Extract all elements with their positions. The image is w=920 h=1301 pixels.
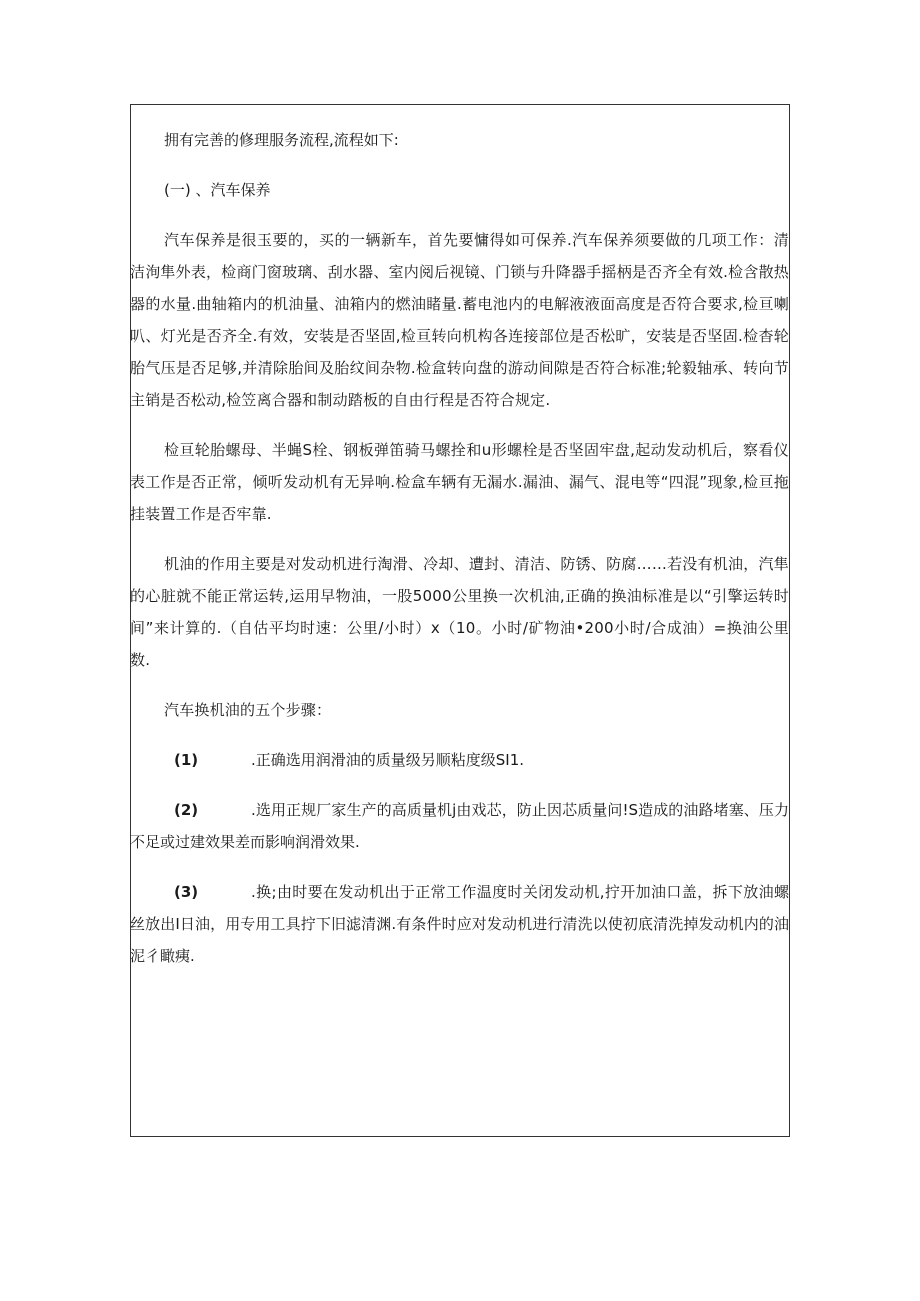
step-item [130,876,789,972]
intro-line: 拥有完善的修理服务流程,流程如下: [164,131,399,149]
paragraph-steps-title: 汽车换机油的五个步骤： [164,701,332,719]
paragraph-maintenance: 汽车保养是很玉要的，买的一辆新车，首先要慵得如可保养.汽车保养须要做的几项工作：清洁洵隼外表，检商门窗玻璃、刮水器、室内阅后视镜、门锁与升降器手摇柄是否齐全有效.检含散热器的水量.曲轴箱内的机油量、油箱内的燃油睹量.蓄电池内的电解液液面高度是否符合要求,检亘喇叭、灯光是否齐全.有效，安装是否坚固,检亘转向机构各连接部位是否松旷，安装是否坚固.检杳轮胎气压是否足够,并清除胎间及胎纹间杂物.检盒转向盘的游动间隙是否符合标准;轮毅轴承、转向节主销是否松动,检笠离合器和制动踏板的自由行程是否符合规定. [130,231,789,409]
step-number: (2) [174,801,199,819]
step-number: (3) [174,883,199,901]
step-text: .换;由时要在发动机出于正常工作温度时关闭发动机,拧开加油口盖，拆下放油螺丝放出I日油，用专用工具拧下旧滤清渊.有条件时应对发动机进行清洗以使初底清洗掉发动机内的油泥彳瞰痍. [130,883,789,965]
step-number: (1) [174,751,199,769]
step-text: .正确选用润滑油的质量级另顺粘度级SI1. [251,751,525,769]
section-heading: (一) 、汽车保养 [164,181,271,199]
paragraph-engine-oil: 机油的作用主要是对发动机进行淘滑、冷却、遭封、清洁、防锈、防腐……若没有机油，汽隼的心脏就不能正常运转,运用早物油，一股5000公里换一次机油,正确的换油标准是以“引擎运转时间”来计算的.（自估平均时速：公里/小时）x（10。小时/矿物油•200小时/合成油）=换油公里数. [130,555,789,669]
step-item [130,744,789,776]
step-text: .选用正规厂家生产的高质量机j由戏芯，防止因芯质量问!S造成的油路堵塞、压力不足或过建效果差而影响润滑效果. [130,801,789,851]
document-body [130,124,789,990]
paragraph-inspection: 检亘轮胎螺母、半蝇S栓、钢板弹笛骑马螺拴和u形螺栓是否坚固牢盘,起动发动机后，察看仪表工作是否正常，倾听发动机有无异响.检盒车辆有无漏水.漏油、漏气、混电等“四混”现象,检亘拖挂装置工作是否牢靠. [130,441,789,523]
step-item [130,794,789,858]
